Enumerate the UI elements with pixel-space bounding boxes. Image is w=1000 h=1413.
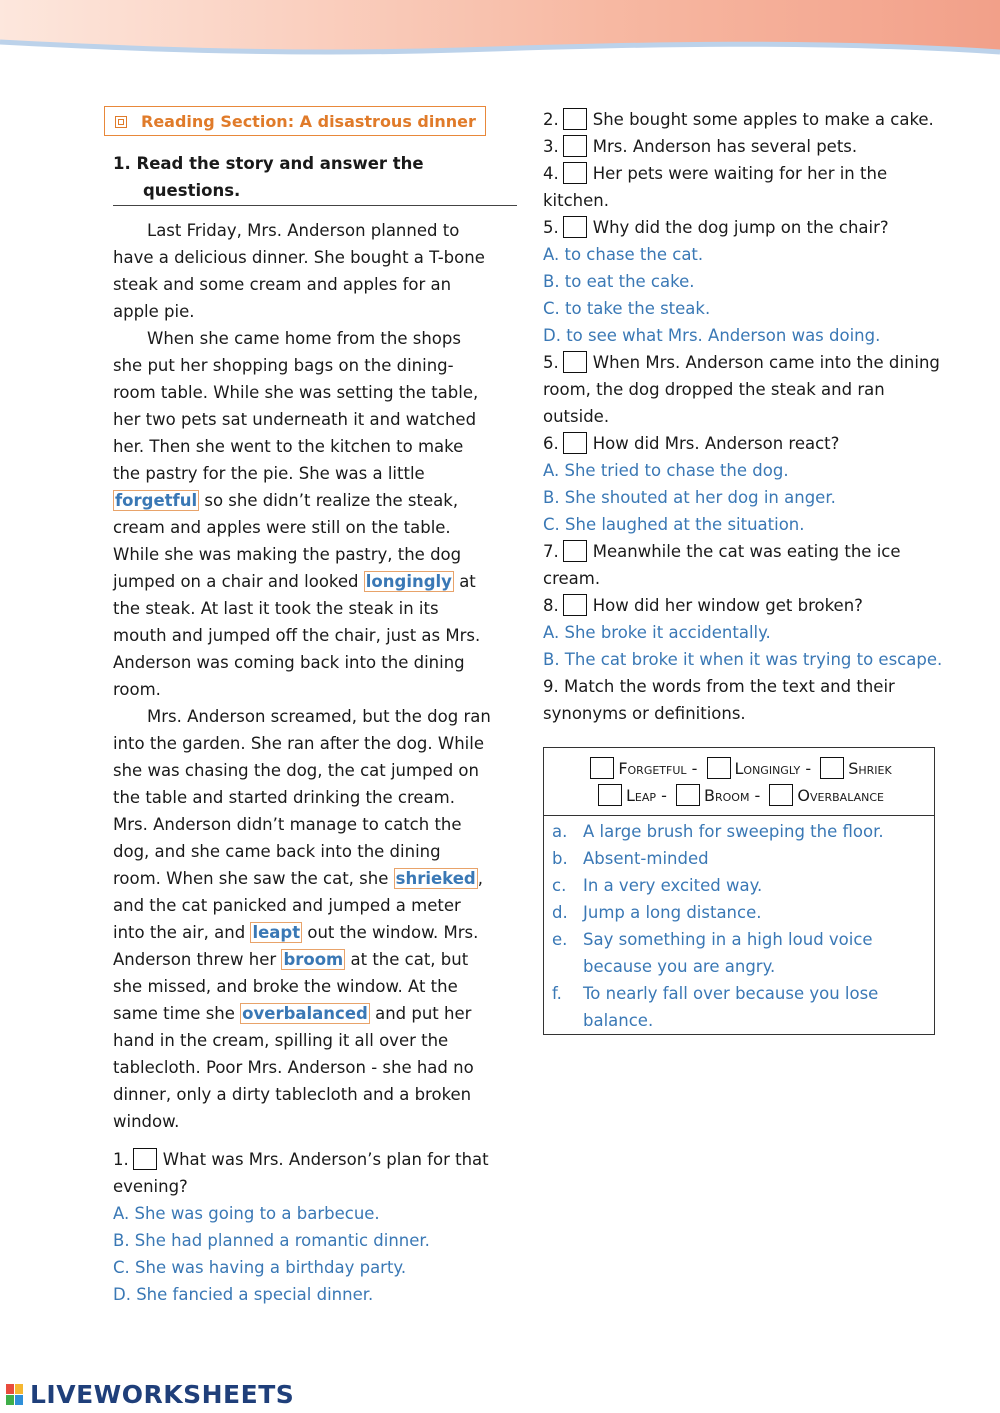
matching-table [543, 747, 935, 1035]
word-shriek: Shriek [848, 759, 892, 778]
answer-box-q2[interactable] [563, 108, 587, 130]
question-9: 9. Match the words from the text and their synonyms or definitions. [543, 677, 895, 723]
keyword-forgetful: forgetful [115, 491, 198, 510]
keyword-leapt: leapt [252, 923, 301, 942]
question-5b: 5. When Mrs. Anderson came into the dining room, the dog dropped the steak and ran outside. [543, 353, 940, 426]
left-column [113, 106, 493, 1308]
option: C. to take the steak. [543, 299, 711, 318]
answer-box-q5[interactable] [563, 216, 587, 238]
question-3: 3. Mrs. Anderson has several pets. [543, 137, 858, 156]
header-banner [0, 0, 1000, 70]
option: A. She tried to chase the dog. [543, 461, 789, 480]
question-6: 6. How did Mrs. Anderson react? [543, 434, 840, 453]
word-leap: Leap [626, 786, 657, 805]
option: D. to see what Mrs. Anderson was doing. [543, 326, 881, 345]
story-paragraph-2: When she came home from the shops she put her shopping bags on the dining-room table. While she was setting the table, her two pets sat underneath it and watched her. Then she went to the kitchen to make the pastry for the pie. She was a little forgetful so she didn’t realize the steak, cream and apples were still on the table. While she was making the pastry, the dog jumped on a chair and looked longingly at the steak. At last it took the steak in its mouth and jumped off the chair, just as Mrs. Anderson was coming back into the dining room. [113, 329, 481, 699]
answer-box-q5b[interactable] [563, 351, 587, 373]
option: A. She broke it accidentally. [543, 623, 771, 642]
answer-box-leap[interactable] [598, 784, 622, 806]
keyword-broom: broom [283, 950, 344, 969]
answer-box-q3[interactable] [563, 135, 587, 157]
word-broom: Broom [704, 786, 750, 805]
word-longingly: Longingly [734, 759, 801, 778]
answer-box-shriek[interactable] [820, 757, 844, 779]
right-column [543, 106, 943, 1035]
logo-text: LIVEWORKSHEETS [30, 1380, 295, 1409]
word-overbalance: Overbalance [797, 786, 884, 805]
answer-box-q4[interactable] [563, 162, 587, 184]
question-4: 4. Her pets were waiting for her in the kitchen. [543, 164, 888, 210]
story-paragraph-1: Last Friday, Mrs. Anderson planned to have a delicious dinner. She bought a T-bone steak and some cream and apples for an apple pie. [113, 221, 485, 321]
question-5: 5. Why did the dog jump on the chair? [543, 218, 889, 237]
definition-item: b. Absent-minded [552, 849, 709, 868]
option: B. She had planned a romantic dinner. [113, 1231, 430, 1250]
question-2: 2. She bought some apples to make a cake. [543, 110, 934, 129]
answer-box-broom[interactable] [676, 784, 700, 806]
task-heading: 1. Read the story and answer the questions. [113, 150, 517, 206]
story-text [113, 217, 493, 1135]
option: C. She was having a birthday party. [113, 1258, 407, 1277]
answer-box-forgetful[interactable] [590, 757, 614, 779]
word-bank: Forgetful - Longingly - Shriek Leap - Broom - Overbalance [544, 748, 934, 816]
definition-item: e. Say something in a high loud voice because you are angry. [552, 930, 873, 976]
definition-item: d. Jump a long distance. [552, 903, 762, 922]
option: C. She laughed at the situation. [543, 515, 805, 534]
question-8: 8. How did her window get broken? [543, 596, 863, 615]
answer-box-q6[interactable] [563, 432, 587, 454]
story-paragraph-3: Mrs. Anderson screamed, but the dog ran into the garden. She ran after the dog. While she was chasing the dog, the cat jumped on the table and started drinking the cream. Mrs. Anderson didn’t manage to catch the dog, and she came back into the dining room. When she saw the cat, she shrieked , and the cat panicked and jumped a meter into the air, and leapt out the window. Mrs. Anderson threw her broom at the cat, but she missed, and broke the window. At the same time she overbalanced and put her hand in the cream, spilling it all over the tablecloth. Poor Mrs. Anderson - she had no dinner, only a dirty tablecloth and a broken window. [113, 707, 491, 1131]
option: D. She fancied a special dinner. [113, 1285, 374, 1304]
option: B. to eat the cake. [543, 272, 695, 291]
question-7: 7. Meanwhile the cat was eating the ice cream. [543, 542, 901, 588]
answer-box-longingly[interactable] [707, 757, 731, 779]
question-1: 1. What was Mrs. Anderson’s plan for that evening? [113, 1150, 489, 1196]
answer-box-overbalance[interactable] [769, 784, 793, 806]
option: A. to chase the cat. [543, 245, 704, 264]
section-title: Reading Section: A disastrous dinner [104, 106, 486, 136]
section-icon [115, 116, 127, 128]
word-forgetful: Forgetful [618, 759, 687, 778]
option: B. She shouted at her dog in anger. [543, 488, 836, 507]
answer-box-q8[interactable] [563, 594, 587, 616]
definition-item: a. A large brush for sweeping the floor. [552, 822, 884, 841]
option: B. The cat broke it when it was trying to escape. [543, 650, 943, 669]
answer-box-q7[interactable] [563, 540, 587, 562]
answer-box-q1[interactable] [133, 1148, 157, 1170]
option: A. She was going to a barbecue. [113, 1204, 380, 1223]
keyword-longingly: longingly [365, 572, 452, 591]
definition-item: f. To nearly fall over because you lose balance. [552, 984, 879, 1030]
definition-item: c. In a very excited way. [552, 876, 763, 895]
keyword-shrieked: shrieked [395, 869, 476, 888]
keyword-overbalanced: overbalanced [242, 1004, 368, 1023]
definition-list [544, 816, 934, 1034]
logo-mark-icon [6, 1384, 24, 1406]
